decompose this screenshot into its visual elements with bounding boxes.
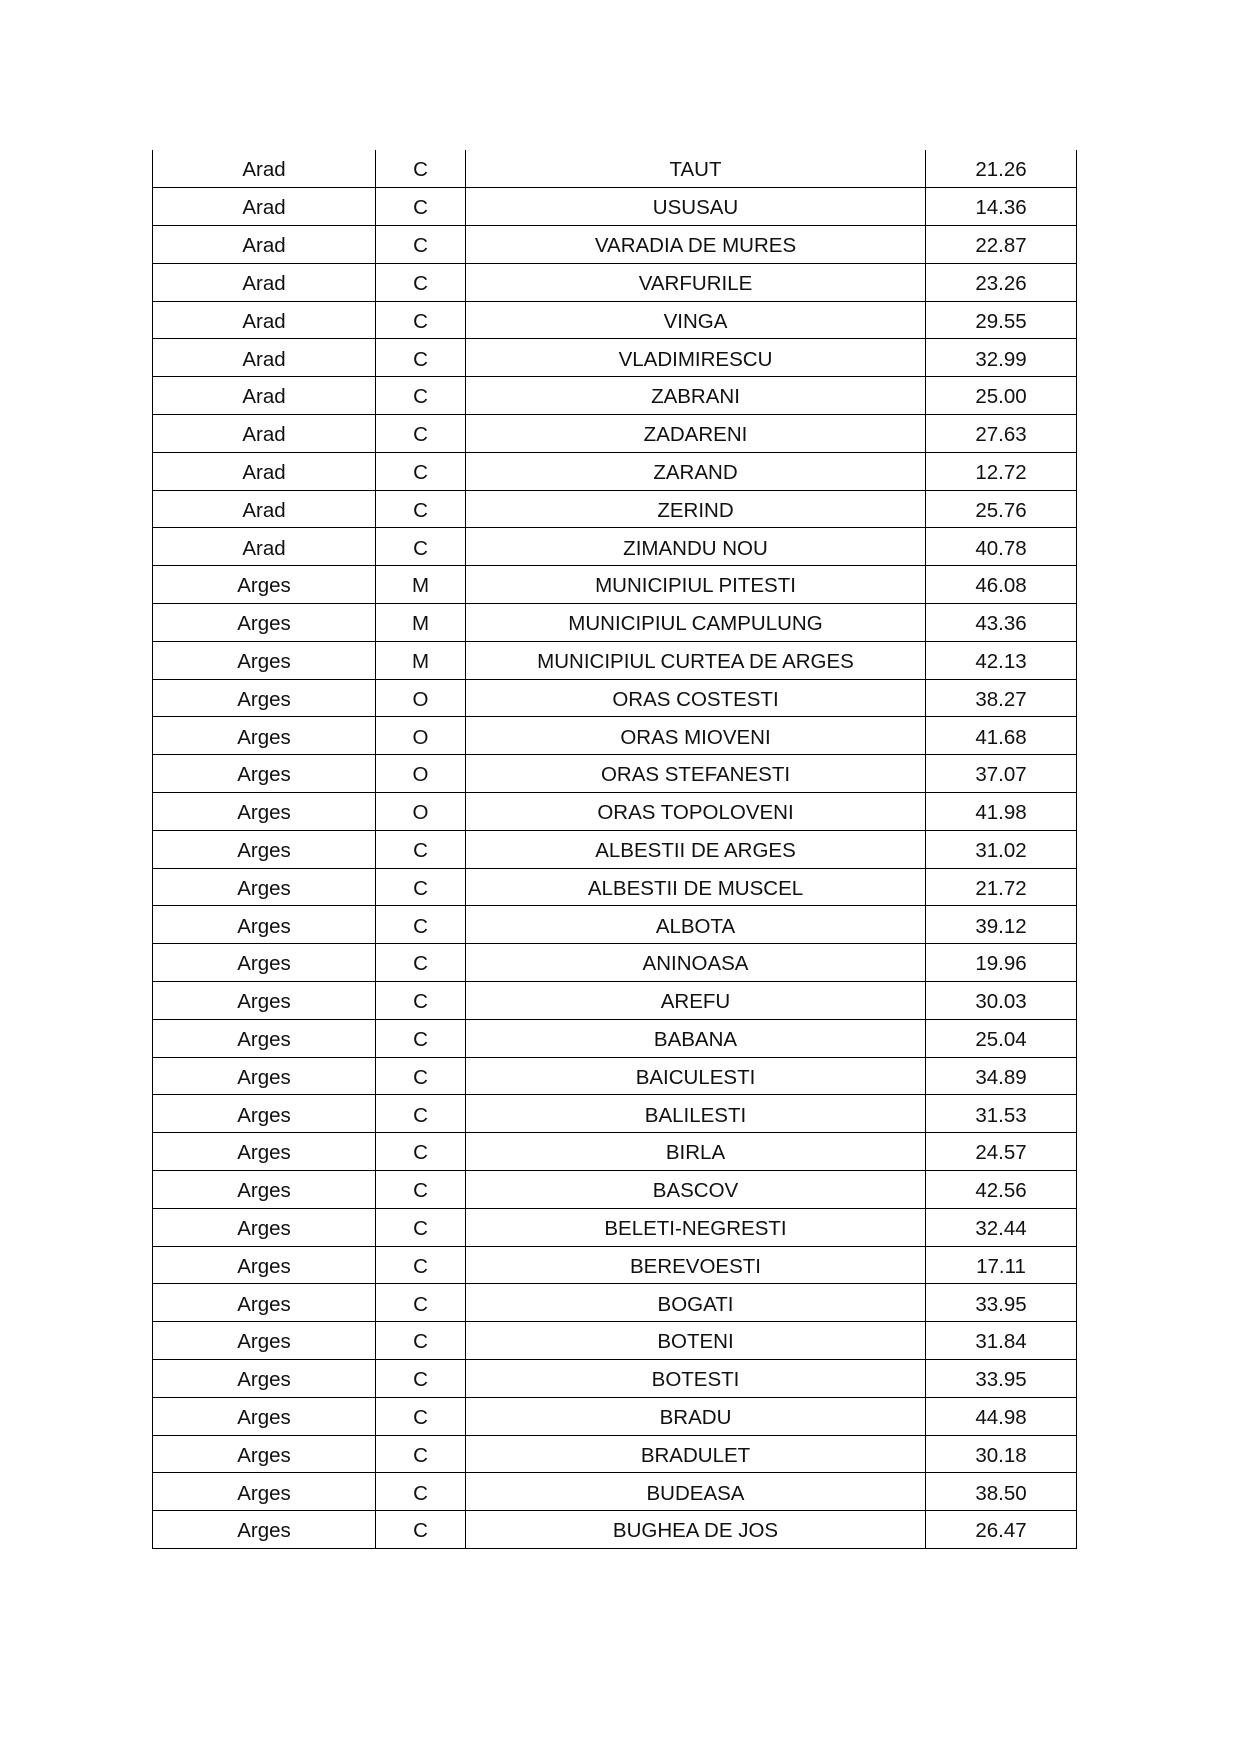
value-cell: 12.72 <box>926 452 1077 490</box>
value-cell: 25.04 <box>926 1019 1077 1057</box>
county-cell: Arges <box>153 868 376 906</box>
locality-name-cell: BABANA <box>466 1019 926 1057</box>
type-cell: M <box>376 641 466 679</box>
county-cell: Arges <box>153 1360 376 1398</box>
table-row <box>153 1246 1077 1284</box>
table-row <box>153 377 1077 415</box>
locality-name-cell: VARADIA DE MURES <box>466 226 926 264</box>
table-row <box>153 1095 1077 1133</box>
county-cell: Arges <box>153 1057 376 1095</box>
type-cell: C <box>376 1095 466 1133</box>
locality-name-cell: ALBOTA <box>466 906 926 944</box>
county-cell: Arad <box>153 452 376 490</box>
value-cell: 32.44 <box>926 1208 1077 1246</box>
value-cell: 19.96 <box>926 944 1077 982</box>
type-cell: C <box>376 1511 466 1549</box>
county-cell: Arges <box>153 1473 376 1511</box>
table-row <box>153 339 1077 377</box>
county-cell: Arges <box>153 1246 376 1284</box>
locality-name-cell: BRADU <box>466 1397 926 1435</box>
value-cell: 21.72 <box>926 868 1077 906</box>
type-cell: C <box>376 906 466 944</box>
value-cell: 30.18 <box>926 1435 1077 1473</box>
table-row <box>153 641 1077 679</box>
type-cell: O <box>376 679 466 717</box>
value-cell: 25.76 <box>926 490 1077 528</box>
type-cell: C <box>376 1019 466 1057</box>
county-cell: Arges <box>153 944 376 982</box>
table-row <box>153 1360 1077 1398</box>
county-cell: Arad <box>153 528 376 566</box>
table-row <box>153 452 1077 490</box>
type-cell: C <box>376 452 466 490</box>
county-cell: Arad <box>153 150 376 188</box>
locality-name-cell: ZABRANI <box>466 377 926 415</box>
table-row <box>153 679 1077 717</box>
county-cell: Arges <box>153 566 376 604</box>
value-cell: 46.08 <box>926 566 1077 604</box>
type-cell: O <box>376 755 466 793</box>
table-row <box>153 566 1077 604</box>
county-cell: Arad <box>153 415 376 453</box>
table-row <box>153 717 1077 755</box>
county-cell: Arges <box>153 906 376 944</box>
type-cell: C <box>376 1057 466 1095</box>
county-cell: Arges <box>153 755 376 793</box>
value-cell: 34.89 <box>926 1057 1077 1095</box>
type-cell: C <box>376 528 466 566</box>
value-cell: 32.99 <box>926 339 1077 377</box>
table-row <box>153 1284 1077 1322</box>
type-cell: C <box>376 830 466 868</box>
type-cell: C <box>376 1397 466 1435</box>
type-cell: O <box>376 717 466 755</box>
locality-name-cell: ALBESTII DE MUSCEL <box>466 868 926 906</box>
locality-name-cell: MUNICIPIUL CAMPULUNG <box>466 604 926 642</box>
locality-name-cell: BOGATI <box>466 1284 926 1322</box>
value-cell: 14.36 <box>926 188 1077 226</box>
table-row <box>153 944 1077 982</box>
table-row <box>153 263 1077 301</box>
value-cell: 38.27 <box>926 679 1077 717</box>
county-cell: Arges <box>153 1511 376 1549</box>
type-cell: C <box>376 490 466 528</box>
value-cell: 17.11 <box>926 1246 1077 1284</box>
type-cell: C <box>376 1435 466 1473</box>
table-row <box>153 1473 1077 1511</box>
type-cell: C <box>376 868 466 906</box>
table-row <box>153 528 1077 566</box>
locality-name-cell: BRADULET <box>466 1435 926 1473</box>
value-cell: 21.26 <box>926 150 1077 188</box>
county-cell: Arges <box>153 830 376 868</box>
county-cell: Arges <box>153 604 376 642</box>
value-cell: 23.26 <box>926 263 1077 301</box>
county-cell: Arges <box>153 793 376 831</box>
locality-name-cell: MUNICIPIUL CURTEA DE ARGES <box>466 641 926 679</box>
locality-name-cell: AREFU <box>466 982 926 1020</box>
county-cell: Arad <box>153 263 376 301</box>
locality-name-cell: TAUT <box>466 150 926 188</box>
value-cell: 37.07 <box>926 755 1077 793</box>
locality-name-cell: MUNICIPIUL PITESTI <box>466 566 926 604</box>
type-cell: C <box>376 1360 466 1398</box>
table-row <box>153 301 1077 339</box>
county-cell: Arges <box>153 679 376 717</box>
value-cell: 42.13 <box>926 641 1077 679</box>
locality-name-cell: ALBESTII DE ARGES <box>466 830 926 868</box>
table-body <box>153 150 1077 1548</box>
type-cell: C <box>376 1246 466 1284</box>
type-cell: C <box>376 1473 466 1511</box>
value-cell: 31.53 <box>926 1095 1077 1133</box>
type-cell: C <box>376 226 466 264</box>
value-cell: 24.57 <box>926 1133 1077 1171</box>
county-cell: Arges <box>153 1284 376 1322</box>
locality-name-cell: BELETI-NEGRESTI <box>466 1208 926 1246</box>
type-cell: M <box>376 566 466 604</box>
type-cell: C <box>376 1322 466 1360</box>
type-cell: C <box>376 188 466 226</box>
type-cell: C <box>376 150 466 188</box>
type-cell: C <box>376 339 466 377</box>
locality-name-cell: VINGA <box>466 301 926 339</box>
county-cell: Arges <box>153 1208 376 1246</box>
table-row <box>153 868 1077 906</box>
type-cell: C <box>376 301 466 339</box>
locality-name-cell: VLADIMIRESCU <box>466 339 926 377</box>
table-row <box>153 1322 1077 1360</box>
locality-name-cell: ORAS COSTESTI <box>466 679 926 717</box>
county-cell: Arad <box>153 339 376 377</box>
value-cell: 31.84 <box>926 1322 1077 1360</box>
county-cell: Arges <box>153 1397 376 1435</box>
type-cell: C <box>376 1208 466 1246</box>
table-row <box>153 793 1077 831</box>
data-table <box>152 150 1077 1549</box>
locality-name-cell: BEREVOESTI <box>466 1246 926 1284</box>
locality-name-cell: ZARAND <box>466 452 926 490</box>
table-row <box>153 982 1077 1020</box>
county-cell: Arges <box>153 982 376 1020</box>
table-row <box>153 188 1077 226</box>
type-cell: C <box>376 263 466 301</box>
county-cell: Arges <box>153 641 376 679</box>
county-cell: Arad <box>153 188 376 226</box>
type-cell: C <box>376 982 466 1020</box>
table-row <box>153 226 1077 264</box>
value-cell: 31.02 <box>926 830 1077 868</box>
table-row <box>153 490 1077 528</box>
table-row <box>153 830 1077 868</box>
value-cell: 44.98 <box>926 1397 1077 1435</box>
value-cell: 26.47 <box>926 1511 1077 1549</box>
table-row <box>153 755 1077 793</box>
county-cell: Arges <box>153 1019 376 1057</box>
type-cell: C <box>376 1133 466 1171</box>
county-cell: Arges <box>153 1095 376 1133</box>
county-cell: Arges <box>153 1435 376 1473</box>
locality-name-cell: BUGHEA DE JOS <box>466 1511 926 1549</box>
county-cell: Arad <box>153 377 376 415</box>
locality-name-cell: BUDEASA <box>466 1473 926 1511</box>
locality-name-cell: VARFURILE <box>466 263 926 301</box>
value-cell: 30.03 <box>926 982 1077 1020</box>
county-cell: Arges <box>153 717 376 755</box>
value-cell: 33.95 <box>926 1284 1077 1322</box>
table-row <box>153 415 1077 453</box>
locality-name-cell: BIRLA <box>466 1133 926 1171</box>
locality-name-cell: ORAS MIOVENI <box>466 717 926 755</box>
value-cell: 41.98 <box>926 793 1077 831</box>
value-cell: 22.87 <box>926 226 1077 264</box>
type-cell: C <box>376 377 466 415</box>
table-row <box>153 1057 1077 1095</box>
type-cell: M <box>376 604 466 642</box>
county-cell: Arges <box>153 1171 376 1209</box>
table-row <box>153 1171 1077 1209</box>
table-row <box>153 906 1077 944</box>
type-cell: C <box>376 1171 466 1209</box>
table-row <box>153 604 1077 642</box>
value-cell: 33.95 <box>926 1360 1077 1398</box>
value-cell: 39.12 <box>926 906 1077 944</box>
locality-name-cell: USUSAU <box>466 188 926 226</box>
locality-name-cell: ZIMANDU NOU <box>466 528 926 566</box>
table-row <box>153 1435 1077 1473</box>
locality-name-cell: BASCOV <box>466 1171 926 1209</box>
value-cell: 41.68 <box>926 717 1077 755</box>
locality-name-cell: ORAS TOPOLOVENI <box>466 793 926 831</box>
locality-name-cell: BOTENI <box>466 1322 926 1360</box>
value-cell: 29.55 <box>926 301 1077 339</box>
value-cell: 42.56 <box>926 1171 1077 1209</box>
locality-name-cell: ZERIND <box>466 490 926 528</box>
type-cell: C <box>376 415 466 453</box>
type-cell: C <box>376 1284 466 1322</box>
locality-name-cell: ZADARENI <box>466 415 926 453</box>
locality-name-cell: ORAS STEFANESTI <box>466 755 926 793</box>
value-cell: 27.63 <box>926 415 1077 453</box>
locality-name-cell: BALILESTI <box>466 1095 926 1133</box>
table-row <box>153 1133 1077 1171</box>
value-cell: 43.36 <box>926 604 1077 642</box>
table-row <box>153 1208 1077 1246</box>
locality-name-cell: BAICULESTI <box>466 1057 926 1095</box>
type-cell: O <box>376 793 466 831</box>
county-cell: Arad <box>153 301 376 339</box>
value-cell: 38.50 <box>926 1473 1077 1511</box>
county-cell: Arad <box>153 226 376 264</box>
value-cell: 40.78 <box>926 528 1077 566</box>
table-row <box>153 1397 1077 1435</box>
table-row <box>153 150 1077 188</box>
value-cell: 25.00 <box>926 377 1077 415</box>
locality-name-cell: BOTESTI <box>466 1360 926 1398</box>
type-cell: C <box>376 944 466 982</box>
county-cell: Arges <box>153 1133 376 1171</box>
locality-name-cell: ANINOASA <box>466 944 926 982</box>
table-row <box>153 1019 1077 1057</box>
table-row <box>153 1511 1077 1549</box>
county-cell: Arad <box>153 490 376 528</box>
county-cell: Arges <box>153 1322 376 1360</box>
